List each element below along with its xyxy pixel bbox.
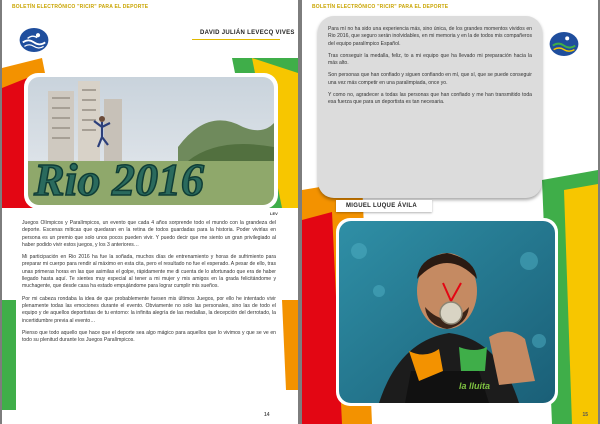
- paragraph-left-4: Pienso que todo aquello que hace que el deporte sea algo mágico para aquellos que lo vivimos y que se ve en todo su plenitud durante los Juegos Paralímpicos.: [22, 329, 276, 344]
- article-body-right: [318, 16, 542, 198]
- athlete-photo-right: [336, 218, 558, 406]
- paragraph-right-3: Son personas que han confiado y siguen confiando en mí, que sí, que se puede conseguir una vez más competir en una paralimpiada, once yo.: [328, 72, 532, 86]
- athlete-name-left: DAVID JULIÁN LEVECQ VIVES: [200, 30, 295, 36]
- left-page: [2, 0, 298, 424]
- photo-caption: LEV: [270, 211, 278, 216]
- paragraph-left-1: Juegos Olímpicos y Paralímpicos, un evento que cada 4 años sorprende todo el mundo con la grandeza del deporte. Escenas míticas que quedaran en la retina de todos guardadas para la historia. Poder vivirlas en persona es un premio que solo unos pocos pueden vivir. Y puedo decir que me siento un gran privilegiado al haber podido vivir estos juegos, y los 3 anteriores…: [22, 220, 276, 248]
- paragraph-left-3: Por mi cabeza rondaba la idea de que probablemente fuesen mis últimos Juegos, por ello he intentado vivir plenamente todas las emociones durante el evento. Obviamente no solo las personales, sino las de todo el equipo y de aquellos deportistas de tu entorno: la infinita alegría de las medallas, la decepción del derrotado, la incertidumbre previa al evento…: [22, 295, 276, 324]
- paragraph-right-1: Para mí no ha sido una experiencia más, sino única, de los grandes momentos vividos en Rio 2016, que seguro serán inolvidables, en mi memoria y en la de todos mis compañeros del equipo paralímpico Español.: [328, 26, 532, 47]
- rio-logo-icon: [548, 30, 580, 58]
- paragraph-right-2: Tras conseguir la medalla, feliz, to a mi equipo que ha llevado mi preparación hacia la más alto.: [328, 52, 532, 67]
- name-underline: [192, 39, 280, 40]
- athlete-name-box: [336, 200, 432, 212]
- running-head-right: BOLETÍN ELECTRÓNICO "RICIR" PARA EL DEPORTE: [312, 4, 449, 10]
- athlete-photo-left: [24, 73, 278, 209]
- right-page: [302, 0, 598, 424]
- paragraph-right-4: Y como no, agradecer a todas las personas que han confiado y me han transmitido toda esa fuerza que para un deportista es tan necesaria.: [328, 92, 532, 106]
- page-number-left: 14: [264, 412, 270, 418]
- decorative-shapes-left-bottom: [2, 300, 298, 410]
- svg-text:la lluita: la lluita: [459, 381, 491, 391]
- page-number-right: 15: [582, 412, 588, 418]
- svg-text:Rio 2016: Rio 2016: [34, 154, 204, 205]
- paragraph-left-2: Mi participación en Rio 2016 ha fue la soñada, muchos días de entrenamiento y horas de sufrimiento para preparar mi cuerpo para rendir al máximo en esta cita, pero el resultado no fue el esperado. A pesar de ello, tras unas primeras horas en las que asimilas el golpe, rápidamente me di cuenta de lo afortunado que era de haber llegado hasta aquí. Te sientes muy especial al tener a mi mujer y mis amigos en la grada felicitándome y muchagente, que desde casa ha estado empujándome para lograr cumplir mis sueños.: [22, 254, 276, 290]
- running-head-left: BOLETÍN ELECTRÓNICO "RICIR" PARA EL DEPORTE: [12, 4, 149, 10]
- swimmer-logo-icon: [18, 26, 50, 54]
- athlete-name-right: MIGUEL LUQUE ÁVILA: [346, 203, 417, 209]
